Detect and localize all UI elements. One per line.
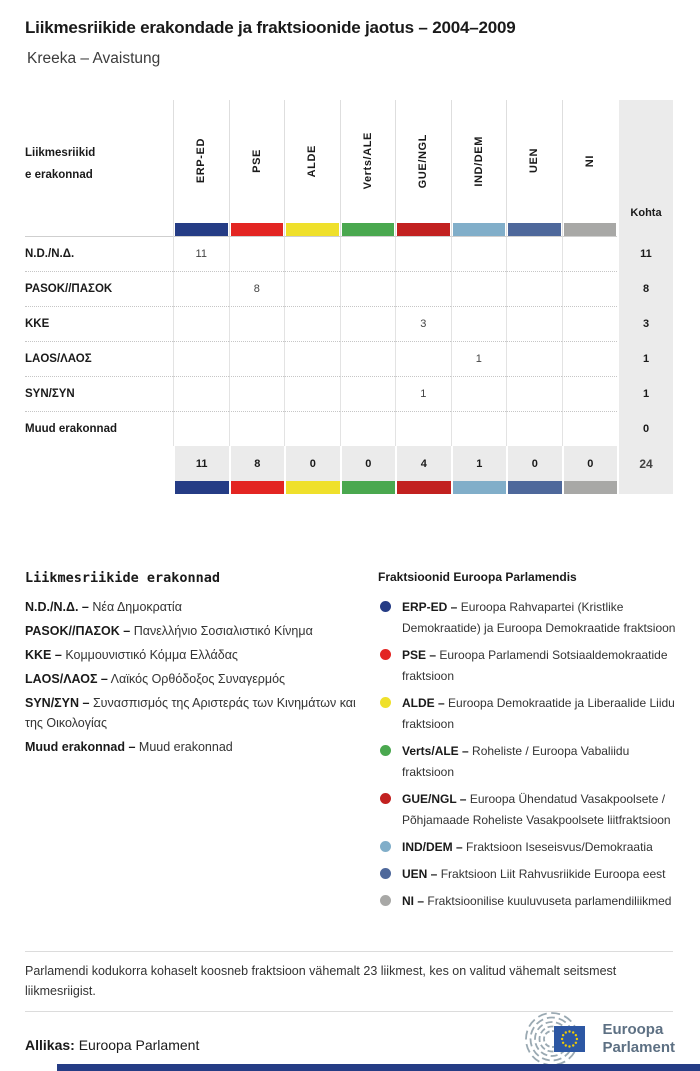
legend-party-item: Muud erakonnad – Muud erakonnad (25, 740, 233, 754)
table-cell (506, 236, 562, 271)
table-corner-cell (25, 100, 173, 236)
column-total-ni: 0 (562, 446, 618, 481)
table-cell (395, 271, 451, 306)
table-cell (506, 411, 562, 446)
group-color-dot-alde (380, 697, 391, 708)
table-cell (284, 271, 340, 306)
legend-group-item: PSE – Euroopa Parlamendi Sotsiaaldemokraatide fraktsioon (378, 645, 676, 687)
group-color-dot-erp-ed (380, 601, 391, 612)
column-total-alde: 0 (284, 446, 340, 481)
source-label: Allikas: (25, 1037, 75, 1053)
table-cell: 8 (229, 271, 285, 306)
table-cell (173, 306, 229, 341)
table-cell: 3 (395, 306, 451, 341)
color-bar-ind-dem (453, 223, 506, 236)
table-cell (395, 341, 451, 376)
bottom-accent-bar (57, 1064, 700, 1071)
ep-hemicycle-icon (518, 1012, 596, 1066)
table-cell (284, 236, 340, 271)
column-header-uen: UEN (506, 100, 562, 236)
source-line (25, 1037, 199, 1053)
legend-group-item: ALDE – Euroopa Demokraatide ja Liberaalide Liidu fraktsioon (378, 693, 676, 735)
ep-logo-wordmark: Euroopa Parlament (602, 1021, 675, 1056)
color-bar-alde (286, 223, 339, 236)
column-header-erp-ed: ERP-ED (173, 100, 229, 236)
column-header-verts-ale: Verts/ALE (340, 100, 396, 236)
legend-groups-heading: Fraktsioonid Euroopa Parlamendis (378, 570, 577, 584)
table-cell (562, 236, 618, 271)
column-total-gue-ngl: 4 (395, 446, 451, 481)
table-cell (173, 271, 229, 306)
table-cell: 1 (451, 341, 507, 376)
table-cell (229, 306, 285, 341)
page-subtitle: Kreeka – Avaistung (27, 50, 161, 67)
legend-party-item: PASOK//ΠΑΣΟΚ – Πανελλήνιο Σοσιαλιστικό Κίνημα (25, 624, 313, 638)
party-label: KKE (25, 306, 173, 341)
row-total: 1 (617, 376, 673, 411)
color-bar-pse (231, 223, 284, 236)
row-header-label: Liikmesriikide erakonnad (25, 147, 96, 181)
row-total: 11 (617, 236, 673, 271)
table-cell (340, 306, 396, 341)
table-cell (562, 341, 618, 376)
table-cell (506, 341, 562, 376)
bottom-color-bar-ni (562, 481, 618, 494)
column-total-verts-ale: 0 (340, 446, 396, 481)
color-bar-gue-ngl (397, 223, 450, 236)
table-cell (451, 411, 507, 446)
column-header-alde: ALDE (284, 100, 340, 236)
european-parliament-logo (518, 1012, 675, 1066)
table-cell (229, 376, 285, 411)
group-color-dot-ind-dem (380, 841, 391, 852)
row-total: 1 (617, 341, 673, 376)
legend-parties-heading: Liikmesriikide erakonnad (25, 570, 221, 586)
table-cell (562, 411, 618, 446)
table-cell (340, 341, 396, 376)
color-bar-erp-ed (175, 223, 228, 236)
legend-party-item: KKE – Κομμουνιστικό Κόμμα Ελλάδας (25, 648, 238, 662)
table-cell (395, 411, 451, 446)
column-header-ni: NI (562, 100, 618, 236)
table-cell (451, 306, 507, 341)
table-cell (506, 271, 562, 306)
page-title: Liikmesriikide erakondade ja fraktsioonide jaotus – 2004–2009 (25, 18, 516, 37)
column-header-gue-ngl: GUE/NGL (395, 100, 451, 236)
table-cell: 1 (395, 376, 451, 411)
table-cell (506, 376, 562, 411)
grand-total: 24 (617, 446, 673, 481)
table-cell (229, 341, 285, 376)
bottom-color-bar-ind-dem (451, 481, 507, 494)
group-color-dot-verts-ale (380, 745, 391, 756)
column-total-pse: 8 (229, 446, 285, 481)
table-cell (284, 411, 340, 446)
table-cell: 11 (173, 236, 229, 271)
seats-table (25, 100, 673, 494)
table-cell (506, 306, 562, 341)
party-label: Muud erakonnad (25, 411, 173, 446)
bottom-color-bar-gue-ngl (395, 481, 451, 494)
legend-group-item: Verts/ALE – Roheliste / Euroopa Vabaliidu fraktsioon (378, 741, 676, 783)
color-bar-ni (564, 223, 617, 236)
legend-group-item: ERP-ED – Euroopa Rahvapartei (Kristlike Demokraatide) ja Euroopa Demokraatide fraktsioon (378, 597, 676, 639)
party-label: SYN/ΣΥΝ (25, 376, 173, 411)
table-cell (340, 376, 396, 411)
column-header-ind-dem: IND/DEM (451, 100, 507, 236)
legend-party-item: N.D./Ν.Δ. – Νέα Δημοκρατία (25, 600, 182, 614)
legend-member-state-parties (25, 570, 360, 761)
footnote: Parlamendi kodukorra kohaselt koosneb fraktsioon vähemalt 23 liikmest, kes on valitud vähemalt seitsmest liikmesriigist. (25, 951, 673, 1012)
color-bar-uen (508, 223, 561, 236)
table-cell (451, 376, 507, 411)
bottom-color-bar-uen (506, 481, 562, 494)
legend-ep-groups (378, 570, 676, 918)
legend-group-item: NI – Fraktsioonilise kuuluvuseta parlamendiliikmed (378, 891, 676, 912)
bottom-color-bar-alde (284, 481, 340, 494)
group-color-dot-uen (380, 868, 391, 879)
table-cell (284, 341, 340, 376)
table-cell (173, 376, 229, 411)
party-label: PASOK//ΠΑΣΟΚ (25, 271, 173, 306)
column-total-ind-dem: 1 (451, 446, 507, 481)
column-header-pse: PSE (229, 100, 285, 236)
bottom-bar-kohta (617, 481, 673, 494)
table-cell (284, 306, 340, 341)
table-cell (395, 236, 451, 271)
table-cell (173, 411, 229, 446)
table-cell (173, 341, 229, 376)
legend-party-item: SYN/ΣΥΝ – Συνασπισμός της Αριστεράς των Κινημάτων και της Οικολογίας (25, 696, 356, 730)
row-total: 8 (617, 271, 673, 306)
group-color-dot-pse (380, 649, 391, 660)
legend-group-item: IND/DEM – Fraktsioon Iseseisvus/Demokraatia (378, 837, 676, 858)
group-color-dot-gue-ngl (380, 793, 391, 804)
bottom-color-bar-pse (229, 481, 285, 494)
table-cell (340, 271, 396, 306)
party-label: LAOS/ΛΑΟΣ (25, 341, 173, 376)
table-cell (451, 236, 507, 271)
legend-group-item: GUE/NGL – Euroopa Ühendatud Vasakpoolsete / Põhjamaade Roheliste Vasakpoolsete liitfraktsioon (378, 789, 676, 831)
party-label: N.D./Ν.Δ. (25, 236, 173, 271)
table-cell (562, 271, 618, 306)
table-cell (340, 411, 396, 446)
table-cell (451, 271, 507, 306)
table-cell (229, 236, 285, 271)
column-total-uen: 0 (506, 446, 562, 481)
row-total: 0 (617, 411, 673, 446)
table-cell (340, 236, 396, 271)
table-cell (562, 376, 618, 411)
bottom-color-bar-erp-ed (173, 481, 229, 494)
totals-row-spacer (25, 446, 173, 481)
table-cell (229, 411, 285, 446)
bottom-color-bar-verts-ale (340, 481, 396, 494)
color-bar-verts-ale (342, 223, 395, 236)
legend-party-item: LAOS/ΛΑΟΣ – Λαϊκός Ορθόδοξος Συναγερμός (25, 672, 286, 686)
table-cell (284, 376, 340, 411)
column-total-erp-ed: 11 (173, 446, 229, 481)
source-value: Euroopa Parlament (78, 1037, 200, 1053)
row-total: 3 (617, 306, 673, 341)
bottom-bar-spacer (25, 481, 173, 494)
group-color-dot-ni (380, 895, 391, 906)
table-cell (562, 306, 618, 341)
legend-group-item: UEN – Fraktsioon Liit Rahvusriikide Euroopa eest (378, 864, 676, 885)
column-header-kohta: Kohta (617, 100, 673, 236)
